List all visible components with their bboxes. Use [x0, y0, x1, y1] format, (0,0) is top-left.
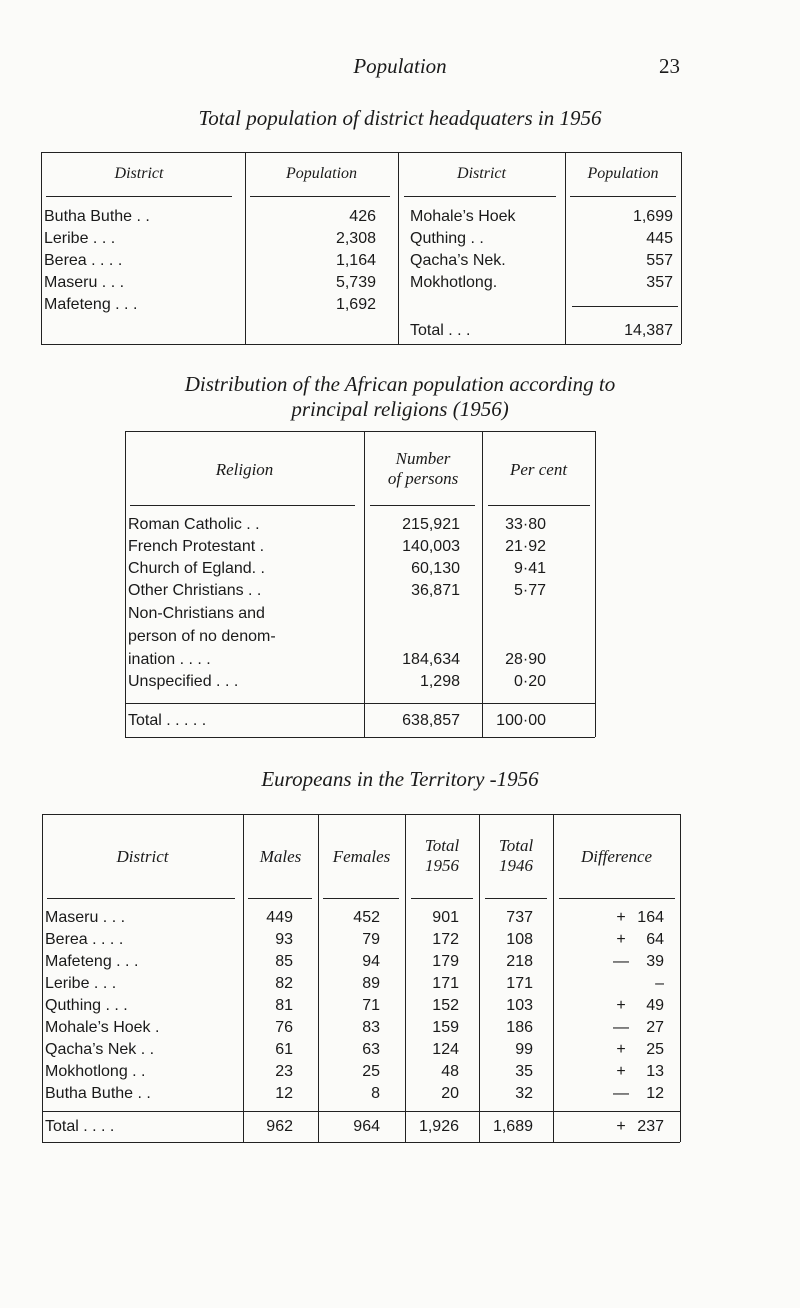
table3-total-1956: 179	[432, 953, 459, 970]
table3-district: Mohale’s Hoek .	[45, 1019, 160, 1036]
table1-right-population: 445	[646, 230, 673, 247]
table1-border-right	[681, 152, 682, 344]
table3-males: 449	[266, 909, 293, 926]
table2-header-religion: Religion	[215, 460, 274, 479]
table3-females: 452	[353, 909, 380, 926]
table2-header-rule	[488, 505, 590, 506]
table3-header-total1956: Total	[424, 836, 460, 855]
table3-difference: 25	[646, 1041, 664, 1058]
table3-district: Butha Buthe . .	[45, 1085, 151, 1102]
table3-header-females: Females	[332, 847, 391, 866]
table1-total-rule	[572, 306, 678, 307]
table3-total-1946: 218	[506, 953, 533, 970]
table3-difference: 64	[646, 931, 664, 948]
table3-header-total1956-year: 1956	[425, 856, 459, 875]
table2-border-right	[595, 431, 596, 737]
table2-religion: Unspecified . . .	[128, 673, 239, 690]
table3-total-sign: +	[616, 1118, 626, 1135]
table3-total-1956: 159	[432, 1019, 459, 1036]
table3-header-rule	[559, 898, 675, 899]
table3-caption: Europeans in the Territory -1956	[261, 767, 539, 791]
table2-bottom-rule	[125, 737, 595, 738]
table3-sign: —	[613, 1019, 629, 1036]
table2-percent: 21·92	[505, 538, 546, 555]
table3-total-females: 964	[353, 1118, 380, 1135]
table3-district: Maseru . . .	[45, 909, 126, 926]
table3-difference: 164	[637, 909, 664, 926]
table3-females: 8	[371, 1085, 380, 1102]
table1-header-rule	[404, 196, 556, 197]
table3-sign: +	[616, 1041, 626, 1058]
table2-religion: ination . . . .	[128, 651, 211, 668]
table2-total-percent: 100·00	[496, 712, 546, 729]
table3-district: Mafeteng . . .	[45, 953, 139, 970]
table2-religion: French Protestant .	[128, 538, 265, 555]
table2-percent: 28·90	[505, 651, 546, 668]
table1-header-district: District	[114, 165, 164, 182]
table1-total-label: Total . . .	[410, 322, 471, 339]
table3-sign: —	[613, 953, 629, 970]
table3-total-1956: 172	[432, 931, 459, 948]
table3-difference: –	[655, 975, 664, 992]
table3-header-total1946: Total	[498, 836, 534, 855]
table1-header-rule	[570, 196, 676, 197]
table2-number: 215,921	[402, 516, 460, 533]
table3-difference: 13	[646, 1063, 664, 1080]
table1-left-district: Maseru . . .	[44, 274, 125, 291]
table1-left-district: Mafeteng . . .	[44, 296, 138, 313]
table3-total-rule	[42, 1111, 680, 1112]
table3-females: 89	[362, 975, 380, 992]
table2-number: 1,298	[419, 673, 460, 690]
table3-females: 94	[362, 953, 380, 970]
table3-total-1956: 20	[441, 1085, 459, 1102]
table3-females: 79	[362, 931, 380, 948]
table3-females: 25	[362, 1063, 380, 1080]
table3-sign: +	[616, 931, 626, 948]
table3-header-rule	[248, 898, 312, 899]
table3-difference: 49	[646, 997, 664, 1014]
table3-header-total1946-year: 1946	[499, 856, 533, 875]
table3-total-males: 962	[266, 1118, 293, 1135]
table3-header-rule	[47, 898, 235, 899]
table2-top-rule	[125, 431, 595, 432]
table3-bottom-rule	[42, 1142, 680, 1143]
table3-total-1956: 152	[432, 997, 459, 1014]
table1-header-population: Population	[285, 165, 358, 182]
table3-total-difference: 237	[637, 1118, 664, 1135]
table2-total-number: 638,857	[402, 712, 460, 729]
table1-left-population: 426	[349, 208, 376, 225]
table3-total-1946: 171	[506, 975, 533, 992]
table3-males: 93	[275, 931, 293, 948]
table3-difference: 12	[646, 1085, 664, 1102]
page-number: 23	[659, 54, 680, 78]
table3-females: 71	[362, 997, 380, 1014]
table3-header-rule	[485, 898, 547, 899]
table3-top-rule	[42, 814, 680, 815]
table2-religion: Roman Catholic . .	[128, 516, 260, 533]
table1-top-rule	[41, 152, 681, 153]
table3-sign: +	[616, 997, 626, 1014]
table1-right-district: Quthing . .	[410, 230, 484, 247]
table2-number: 184,634	[402, 651, 460, 668]
table3-district: Quthing . . .	[45, 997, 128, 1014]
table3-total-1956: 1,926	[418, 1118, 459, 1135]
table3-sign: +	[616, 1063, 626, 1080]
table1-left-population: 1,692	[335, 296, 376, 313]
table3-females: 63	[362, 1041, 380, 1058]
table3-header-district: District	[116, 847, 169, 866]
table1-left-population: 5,739	[335, 274, 376, 291]
table2-caption-line2: principal religions (1956)	[291, 397, 509, 421]
table2-percent: 0·20	[513, 673, 546, 690]
table2-total-label: Total . . . . .	[128, 712, 207, 729]
table1-right-district: Mohale’s Hoek	[410, 208, 516, 225]
table1-right-population: 357	[646, 274, 673, 291]
table2-header-percent: Per cent	[509, 460, 568, 479]
table1-header-rule	[250, 196, 390, 197]
table1-header-population-2: Population	[587, 165, 659, 182]
table3-males: 76	[275, 1019, 293, 1036]
table1-right-district: Qacha’s Nek.	[410, 252, 506, 269]
table3-header-males: Males	[259, 847, 302, 866]
table1-right-district: Mokhotlong.	[410, 274, 498, 291]
table2-header-rule	[370, 505, 475, 506]
table3-header-rule	[411, 898, 473, 899]
table3-total-1946: 35	[515, 1063, 533, 1080]
table1-total-value: 14,387	[624, 322, 673, 339]
table3-total-1956: 171	[432, 975, 459, 992]
table1-right-population: 557	[646, 252, 673, 269]
table2-number: 36,871	[411, 582, 460, 599]
table3-sign: +	[616, 909, 626, 926]
table1-caption: Total population of district headquaters in 1956	[198, 106, 602, 130]
table3-difference: 39	[646, 953, 664, 970]
table2-percent: 33·80	[505, 516, 546, 533]
table1-left-district: Leribe . . .	[44, 230, 116, 247]
table1-bottom-rule	[41, 344, 681, 345]
table3-district: Berea . . . .	[45, 931, 124, 948]
table3-males: 61	[275, 1041, 293, 1058]
table3-district: Leribe . . .	[45, 975, 117, 992]
table1-left-district: Butha Buthe . .	[44, 208, 150, 225]
table2-religion: person of no denom-	[128, 628, 276, 645]
table3-difference: 27	[646, 1019, 664, 1036]
table3-total-1946: 103	[506, 997, 533, 1014]
table2-religion: Church of Egland. .	[128, 560, 265, 577]
table1-right-population: 1,699	[632, 208, 673, 225]
table2-religion: Other Christians . .	[128, 582, 262, 599]
table3-total-1956: 48	[441, 1063, 459, 1080]
table1-left-population: 1,164	[335, 252, 376, 269]
table3-sign: —	[613, 1085, 629, 1102]
table1-left-population: 2,308	[335, 230, 376, 247]
table2-percent: 9·41	[513, 560, 546, 577]
table3-total-1946: 737	[506, 909, 533, 926]
table3-header-difference: Difference	[580, 847, 653, 866]
table3-border-right	[680, 814, 681, 1142]
page-title: Population	[353, 54, 447, 78]
table3-males: 81	[275, 997, 293, 1014]
table3-females: 83	[362, 1019, 380, 1036]
table2-total-rule	[125, 703, 595, 704]
table1-header-district-2: District	[457, 165, 506, 182]
table1-border-left	[41, 152, 42, 344]
table3-total-1946: 108	[506, 931, 533, 948]
table3-males: 82	[275, 975, 293, 992]
table2-percent: 5·77	[513, 582, 546, 599]
table2-header-number-2: of persons	[387, 469, 459, 488]
table3-total-1946: 186	[506, 1019, 533, 1036]
table2-religion: Non-Christians and	[128, 605, 265, 622]
table3-males: 23	[275, 1063, 293, 1080]
table2-header-rule	[130, 505, 355, 506]
table3-district: Qacha’s Nek . .	[45, 1041, 155, 1058]
table3-total-1946: 1,689	[492, 1118, 533, 1135]
table2-number: 140,003	[402, 538, 460, 555]
table2-number: 60,130	[411, 560, 460, 577]
table2-header-number: Number	[395, 449, 451, 468]
table3-males: 12	[275, 1085, 293, 1102]
table3-total-1956: 901	[432, 909, 459, 926]
table3-males: 85	[275, 953, 293, 970]
table3-total-1946: 99	[515, 1041, 533, 1058]
table1-left-district: Berea . . . .	[44, 252, 123, 269]
table3-header-rule	[323, 898, 399, 899]
table2-caption-line1: Distribution of the African population according to	[184, 372, 616, 396]
table3-total-1956: 124	[432, 1041, 459, 1058]
table3-total-1946: 32	[515, 1085, 533, 1102]
table1-header-rule	[46, 196, 232, 197]
table3-district: Mokhotlong . .	[45, 1063, 146, 1080]
table3-total-label: Total . . . .	[45, 1118, 115, 1135]
